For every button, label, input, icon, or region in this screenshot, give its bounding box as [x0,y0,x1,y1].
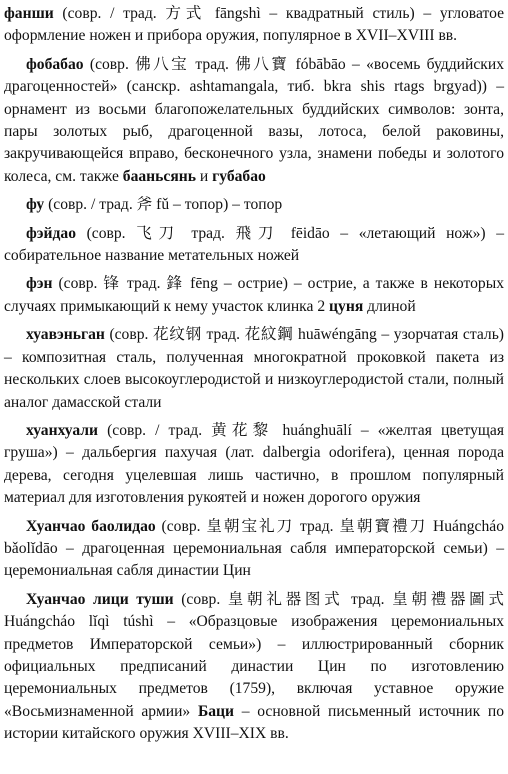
cross-reference: Баци [197,702,235,720]
entry-definition: (совр. 皇朝礼器图式 трад. 皇朝禮器圖式 Huángcháo lǐqì túshì – «Образцовые изображения церемониальных предметов Императорской семьи») – иллюстрированный сборник официальных предписаний династии Цин по изготовлению церемониальных предметов (1759), включая уставное оружие «Восьмизнаменной армии» [4,590,504,720]
entry-definition: (совр. / трад. 斧 fǔ – топор) – топор [44,196,283,214]
glossary-entry-huangchao-baolidao [4,516,504,583]
cross-reference: губабао [212,167,266,185]
entry-term: фу [26,196,45,214]
entry-definition: (совр. 锋 трад. 鋒 fēng – острие) – острие, а также в некоторых случаях примыкающий к нему участок клинка 2 [4,275,504,315]
entry-definition: (совр. / трад. 方式 fāngshì – квадратный стиль) – угловатое оформление ножен и прибора оружия, популярное в XVII–XVIII вв. [4,5,504,45]
glossary-entry-fanshi [4,3,504,48]
entry-term: фобабао [26,55,84,73]
glossary-entry-fu [4,194,504,216]
glossary-entry-fen [4,273,504,318]
entry-term: фэн [26,275,53,293]
entry-definition: (совр. 佛八宝 трад. 佛八寶 fóbābāo – «восемь буддийских драгоценностей» (санскр. ashtamangala, тиб. bkra shis rtags brgyad)) – орнамент из восьми благопожелательных буддийских символов: зонта, пары золотых рыб, драгоценной вазы, лотоса, белой раковины, закручивающейся вправо, бесконечного узла, знамени победы и золотого колеса, см. также [4,55,504,185]
glossary-entry-huawengang [4,324,504,414]
entry-definition: (совр. 飞刀 трад. 飛刀 fēidāo – «летающий нож») – собирательное название метательных ножей [4,224,504,265]
entry-term: хуавэньган [26,326,105,344]
entry-term: Хуанчао лици туши [26,590,174,608]
cross-reference: цуня [329,297,364,315]
glossary-entry-huanghuali [4,420,504,510]
entry-term: Хуанчао баолидао [26,517,156,535]
entry-definition-tail: – основной письменный источник по истории китайского оружия XVIII–XIX вв. [4,702,504,743]
cross-reference: бааньсянь [122,167,196,185]
entry-connector: и [196,167,213,185]
entry-definition-tail: длиной [363,297,416,315]
entry-term: фанши [4,5,54,22]
entry-definition: (совр. 花纹钢 трад. 花紋鋼 huāwéngāng – узорчатая сталь) – композитная сталь, полученная многократной проковкой пакета из нескольких слоев высокоуглеродистой и низкоуглеродистой стали, полный аналог дамасской стали [4,326,504,411]
entry-term: хуанхуали [26,421,99,439]
glossary-entry-huangchao-liqi-tushi [4,589,504,746]
glossary-entry-feidao [4,223,504,268]
entry-definition: (совр. 皇朝宝礼刀 трад. 皇朝寶禮刀 Huángcháo bǎolǐdāo – драгоценная церемониальная сабля императорской семьи) – церемониальная сабля династии Цин [4,517,504,580]
entry-term: фэйдао [26,224,76,242]
entry-definition: (совр. / трад. 黄花黎 huánghuālí – «желтая цветущая груша») – дальбергия пахучая (лат. dalbergia odorifera), ценная порода дерева, сегодня уцелевшая лишь частично, в прошлом популярный материал для изготовления рукоятей и ножен дорогого оружия [4,421,504,507]
glossary-entry-fobabao [4,54,504,188]
